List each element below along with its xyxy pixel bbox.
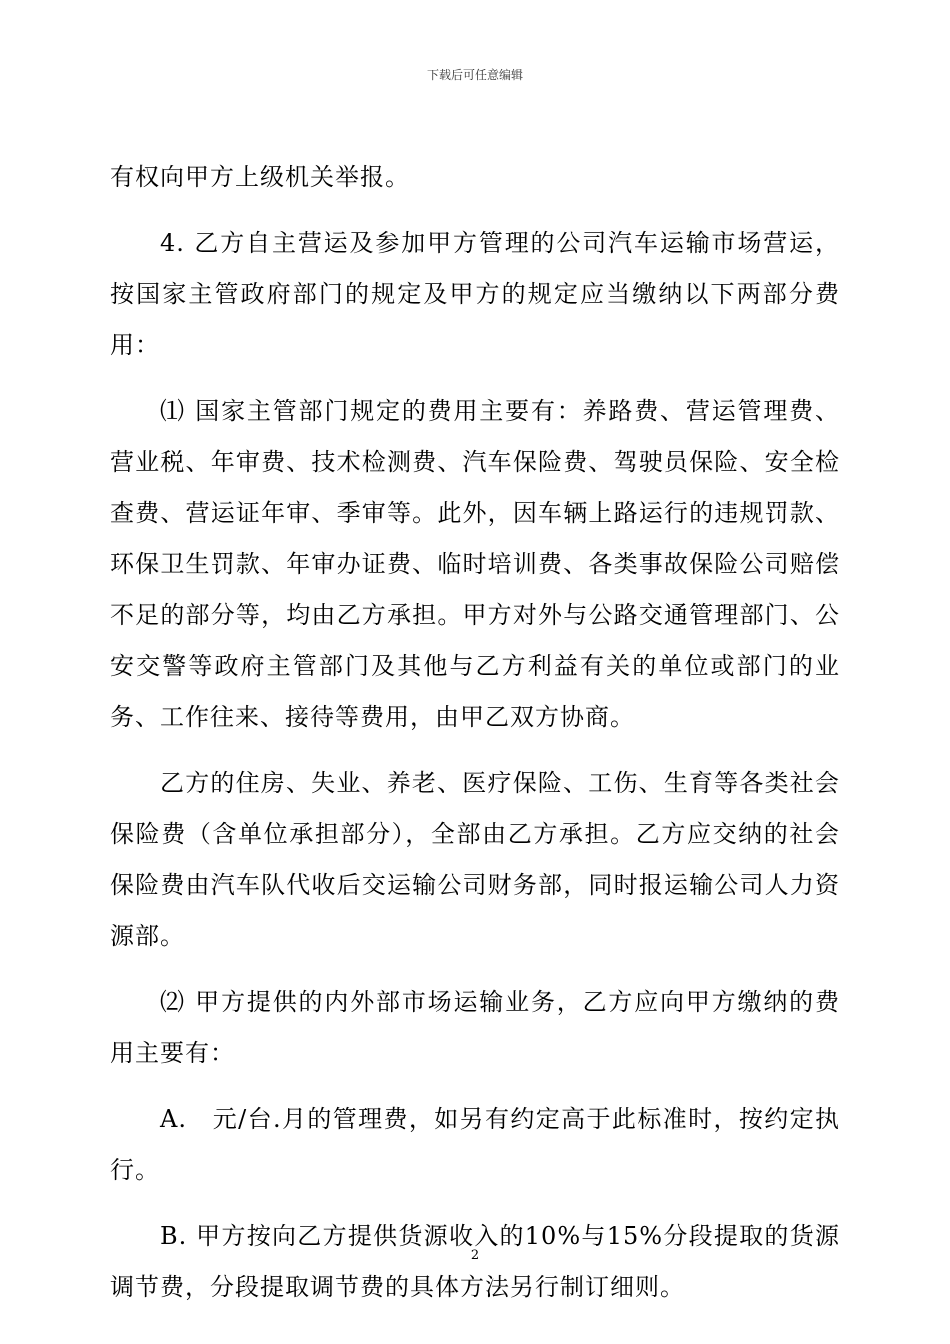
- paragraph-6: A. 元/台.月的管理费，如另有约定高于此标准时，按约定执行。: [110, 1105, 840, 1184]
- paragraph-3: ⑴ 国家主管部门规定的费用主要有：养路费、营运管理费、营业税、年审费、技术检测费、汽车保险费、驾驶员保险、安全检查费、营运证年审、季审等。此外，因车辆上路运行的违规罚款、环保卫生罚款、年审办证费、临时培训费、各类事故保险公司赔偿不足的部分等，均由乙方承担。甲方对外与公路交通管理部门、公安交警等政府主管部门及其他与乙方利益有关的单位或部门的业务、工作往来、接待等费用，由甲乙双方协商。: [110, 397, 840, 731]
- paragraph-1: 有权向甲方上级机关举报。: [110, 163, 410, 191]
- paragraph-7: B. 甲方按向乙方提供货源收入的10%与15%分段提取的货源调节费，分段提取调节费的具体方法另行制订细则。: [110, 1222, 840, 1301]
- page-number: 2: [470, 1248, 480, 1263]
- page-header-note: 下载后可任意编辑: [426, 68, 523, 82]
- paragraph-2: 4. 乙方自主营运及参加甲方管理的公司汽车运输市场营运，按国家主管政府部门的规定及甲方的规定应当缴纳以下两部分费用：: [110, 229, 840, 359]
- paragraph-4: 乙方的住房、失业、养老、医疗保险、工伤、生育等各类社会保险费（含单位承担部分），全部由乙方承担。乙方应交纳的社会保险费由汽车队代收后交运输公司财务部，同时报运输公司人力资源部。: [110, 769, 840, 950]
- document-body: [110, 152, 840, 1328]
- paragraph-5: ⑵ 甲方提供的内外部市场运输业务，乙方应向甲方缴纳的费用主要有：: [110, 988, 840, 1067]
